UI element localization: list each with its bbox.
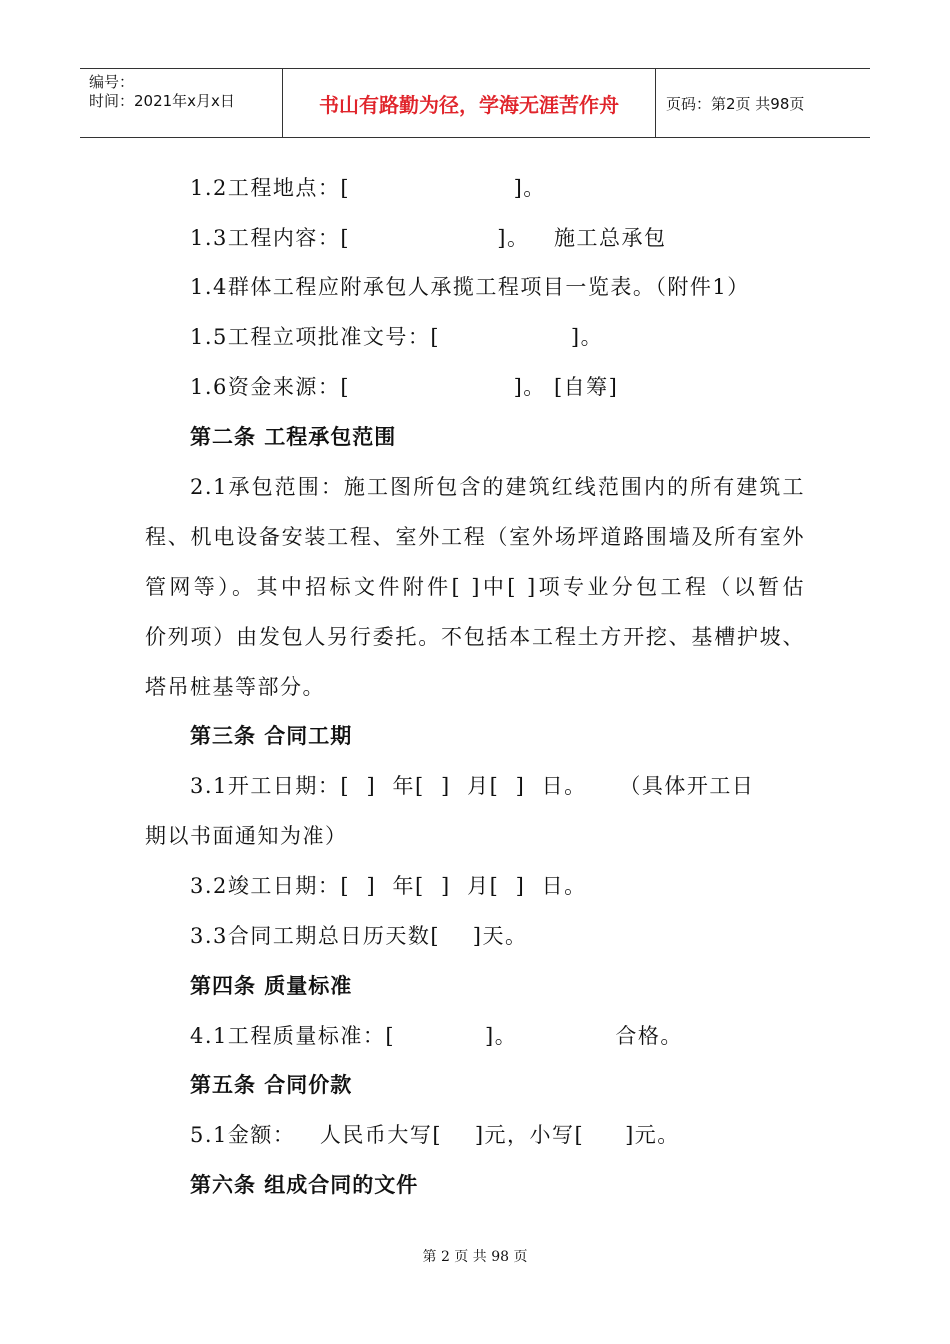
header-motto: 书山有路勤为径，学海无涯苦作舟: [283, 69, 656, 137]
clause-2-1-line-4: 价列项）由发包人另行委托。不包括本工程土方开挖、基槽护坡、: [145, 625, 805, 649]
section-heading-2: 第二条 工程承包范围: [190, 425, 397, 449]
clause-1-4: 1.4群体工程应附承包人承揽工程项目一览表。（附件1）: [190, 275, 750, 299]
clause-1-5: 1.5工程立项批准文号：[ ]。: [190, 325, 604, 349]
clause-3-1-line-2: 期以书面通知为准）: [145, 824, 348, 848]
clause-2-1-line-5: 塔吊桩基等部分。: [145, 675, 325, 699]
header-meta: [80, 69, 283, 137]
section-heading-3: 第三条 合同工期: [190, 724, 353, 748]
clause-3-2: 3.2竣工日期：[ ] 年[ ] 月[ ] 日。: [190, 874, 587, 898]
clause-2-1-line-1: 2.1承包范围：施工图所包含的建筑红线范围内的所有建筑工: [190, 475, 805, 499]
time-label: 时间：2021年x月x日: [89, 92, 235, 110]
header-table: [80, 68, 870, 138]
section-heading-6: 第六条 组成合同的文件: [190, 1173, 419, 1197]
clause-2-1-line-2: 程、机电设备安装工程、室外工程（室外场坪道路围墙及所有室外: [145, 525, 805, 549]
clause-1-6: 1.6资金来源：[ ]。 [自筹]: [190, 375, 619, 399]
section-heading-5: 第五条 合同价款: [190, 1073, 353, 1097]
clause-3-3: 3.3合同工期总日历天数[ ]天。: [190, 924, 528, 948]
clause-1-3: 1.3工程内容：[ ]。 施工总承包: [190, 226, 667, 250]
page-footer: 第 2 页 共 98 页: [422, 1249, 528, 1265]
section-heading-4: 第四条 质量标准: [190, 974, 353, 998]
header-page-code: 页码：第2页 共98页: [666, 94, 805, 113]
clause-2-1-line-3: 管网等）。其中招标文件附件[ ]中[ ]项专业分包工程（以暂估: [145, 575, 805, 599]
clause-5-1: 5.1金额： 人民币大写[ ]元，小写[ ]元。: [190, 1123, 680, 1147]
clause-4-1: 4.1工程质量标准：[ ]。 合格。: [190, 1024, 683, 1048]
clause-1-2: 1.2工程地点：[ ]。: [190, 176, 546, 200]
number-label: 编号：: [89, 73, 135, 91]
clause-3-1-line-1: 3.1开工日期：[ ] 年[ ] 月[ ] 日。 （具体开工日: [190, 774, 755, 798]
